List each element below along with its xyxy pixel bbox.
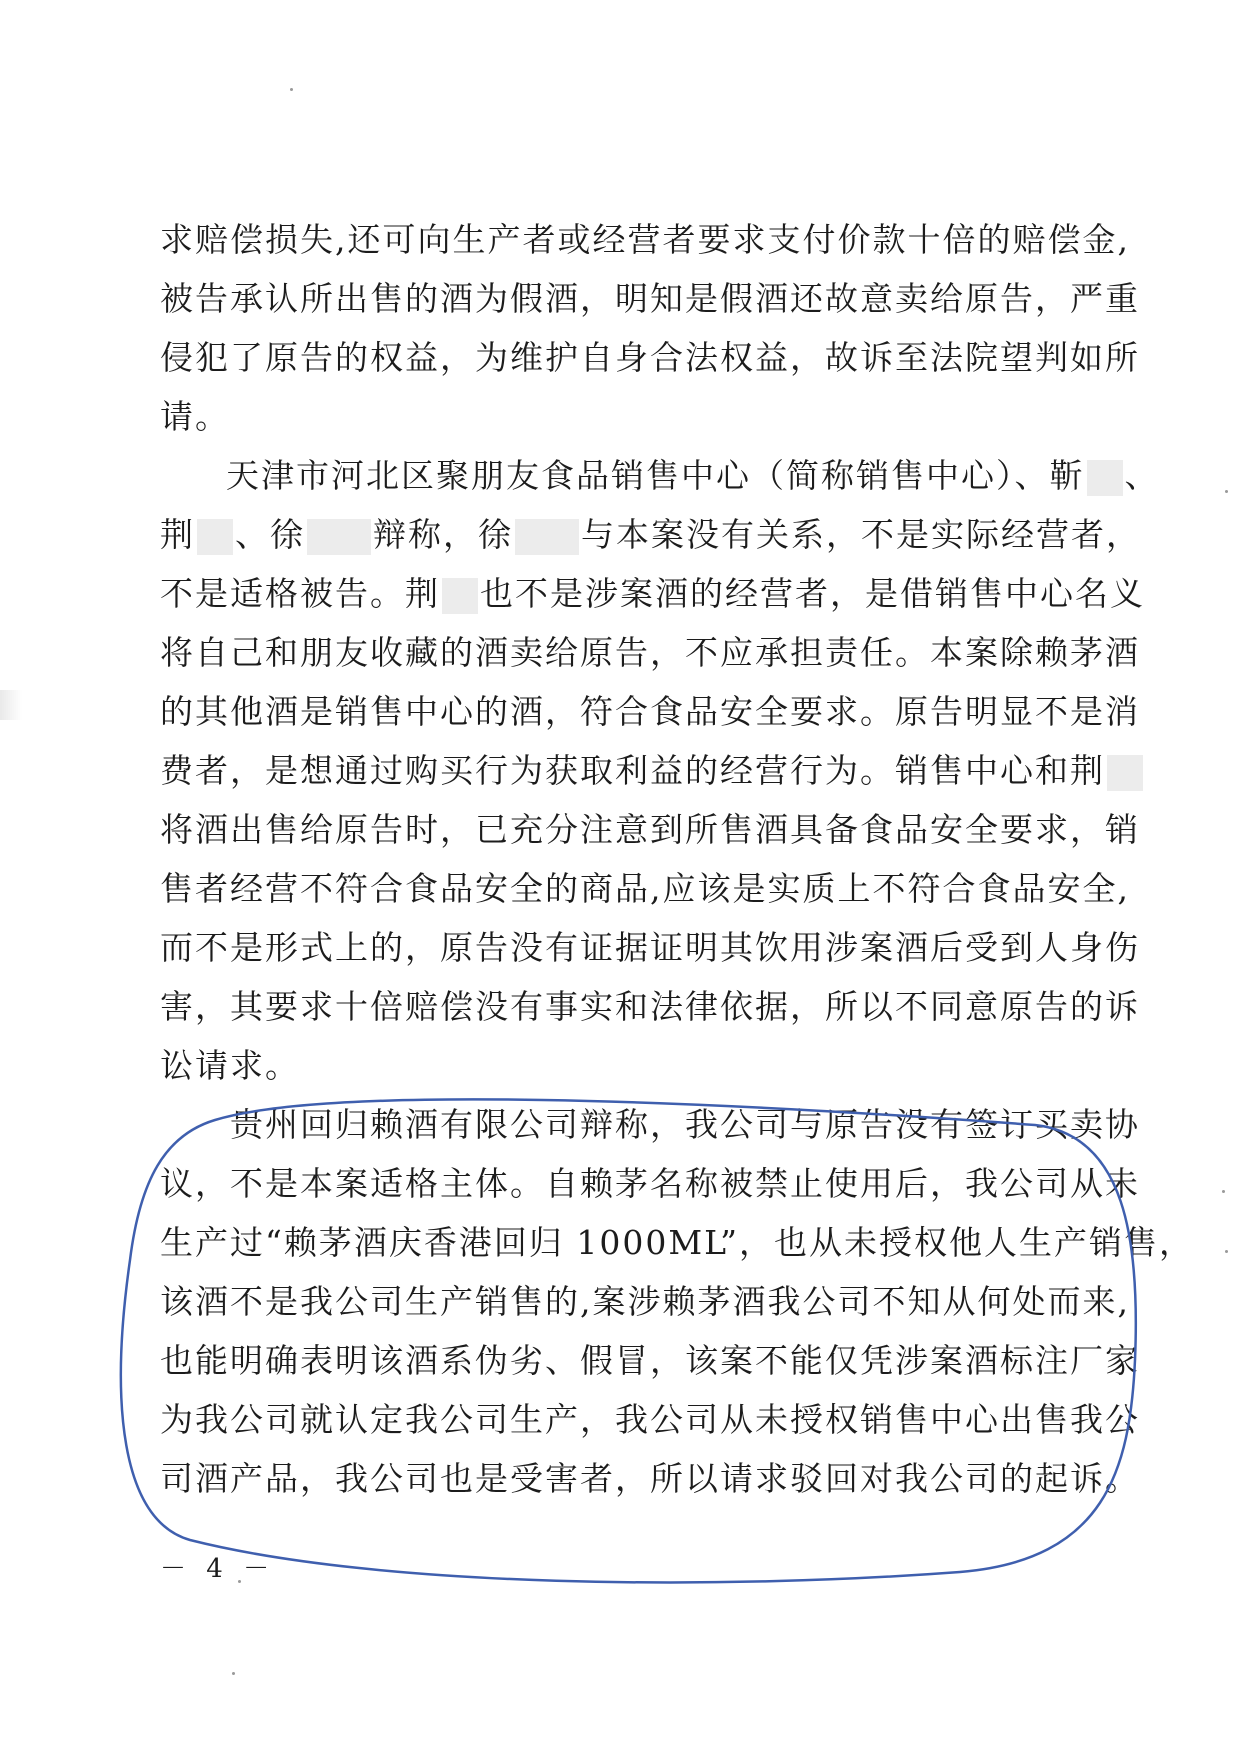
scan-speck [1222,1190,1225,1193]
text-line [160,505,1141,564]
text-line: 司酒产品，我公司也是受害者，所以请求驳回对我公司的起诉。 [160,1459,1140,1498]
redaction-box [307,519,371,555]
text-line [160,564,1145,623]
text-segment: 荆 [160,515,195,554]
text-segment: 不是适格被告。荆 [160,574,440,613]
text-line [160,741,1105,800]
text-line: 将自己和朋友收藏的酒卖给原告，不应承担责任。本案除赖茅酒 [160,633,1140,672]
text-line: 售者经营不符合食品安全的商品,应该是实质上不符合食品安全, [160,869,1130,908]
text-segment: 辩称，徐 [373,515,513,554]
text-line: 贵州回归赖酒有限公司辩称，我公司与原告没有签订买卖协 [160,1105,1140,1144]
scan-speck [232,1672,235,1675]
text-line: 求赔偿损失,还可向生产者或经营者要求支付价款十倍的赔偿金, [160,220,1130,259]
redaction-box [197,519,233,555]
text-segment: 、徐 [235,515,305,554]
text-segment: 费者，是想通过购买行为获取利益的经营行为。销售中心和荆 [160,751,1105,790]
text-segment: 也不是涉案酒的经营者，是借销售中心名义 [480,574,1145,613]
text-line: 将酒出售给原告时，已充分注意到所售酒具备食品安全要求，销 [160,810,1140,849]
text-line [160,446,1160,505]
redaction-box [1087,460,1123,496]
text-line: 为我公司就认定我公司生产，我公司从未授权销售中心出售我公 [160,1400,1140,1439]
scan-speck [1225,1250,1228,1253]
text-line: 也能明确表明该酒系伪劣、假冒，该案不能仅凭涉案酒标注厂家 [160,1341,1140,1380]
text-line: 议，不是本案适格主体。自赖茅名称被禁止使用后，我公司从未 [160,1164,1140,1203]
text-line: 生产过“赖茅酒庆香港回归 1000ML”，也从未授权他人生产销售， [160,1223,1195,1262]
page-number: － 4 － [160,1554,276,1584]
text-line: 侵犯了原告的权益，为维护自身合法权益，故诉至法院望判如所 [160,338,1140,377]
redaction-box [515,519,579,555]
text-line: 被告承认所出售的酒为假酒，明知是假酒还故意卖给原告，严重 [160,279,1140,318]
text-line: 讼请求。 [160,1046,300,1085]
text-line: 请。 [160,397,230,436]
text-line: 害，其要求十倍赔偿没有事实和法律依据，所以不同意原告的诉 [160,987,1140,1026]
text-segment: 与本案没有关系，不是实际经营者， [581,515,1141,554]
scan-edge-shadow [0,690,22,720]
scan-speck [1225,490,1228,493]
text-segment: 、 [1124,456,1160,495]
body-text [160,210,1195,1508]
text-line: 该酒不是我公司生产销售的,案涉赖茅酒我公司不知从何处而来, [160,1282,1130,1321]
text-line: 而不是形式上的，原告没有证据证明其饮用涉案酒后受到人身伤 [160,928,1140,967]
scan-speck [290,88,293,91]
text-line: 的其他酒是销售中心的酒，符合食品安全要求。原告明显不是消 [160,692,1140,731]
text-segment: 天津市河北区聚朋友食品销售中心（简称销售中心）、靳 [226,456,1085,495]
redaction-box [1107,755,1143,791]
redaction-box [442,578,478,614]
